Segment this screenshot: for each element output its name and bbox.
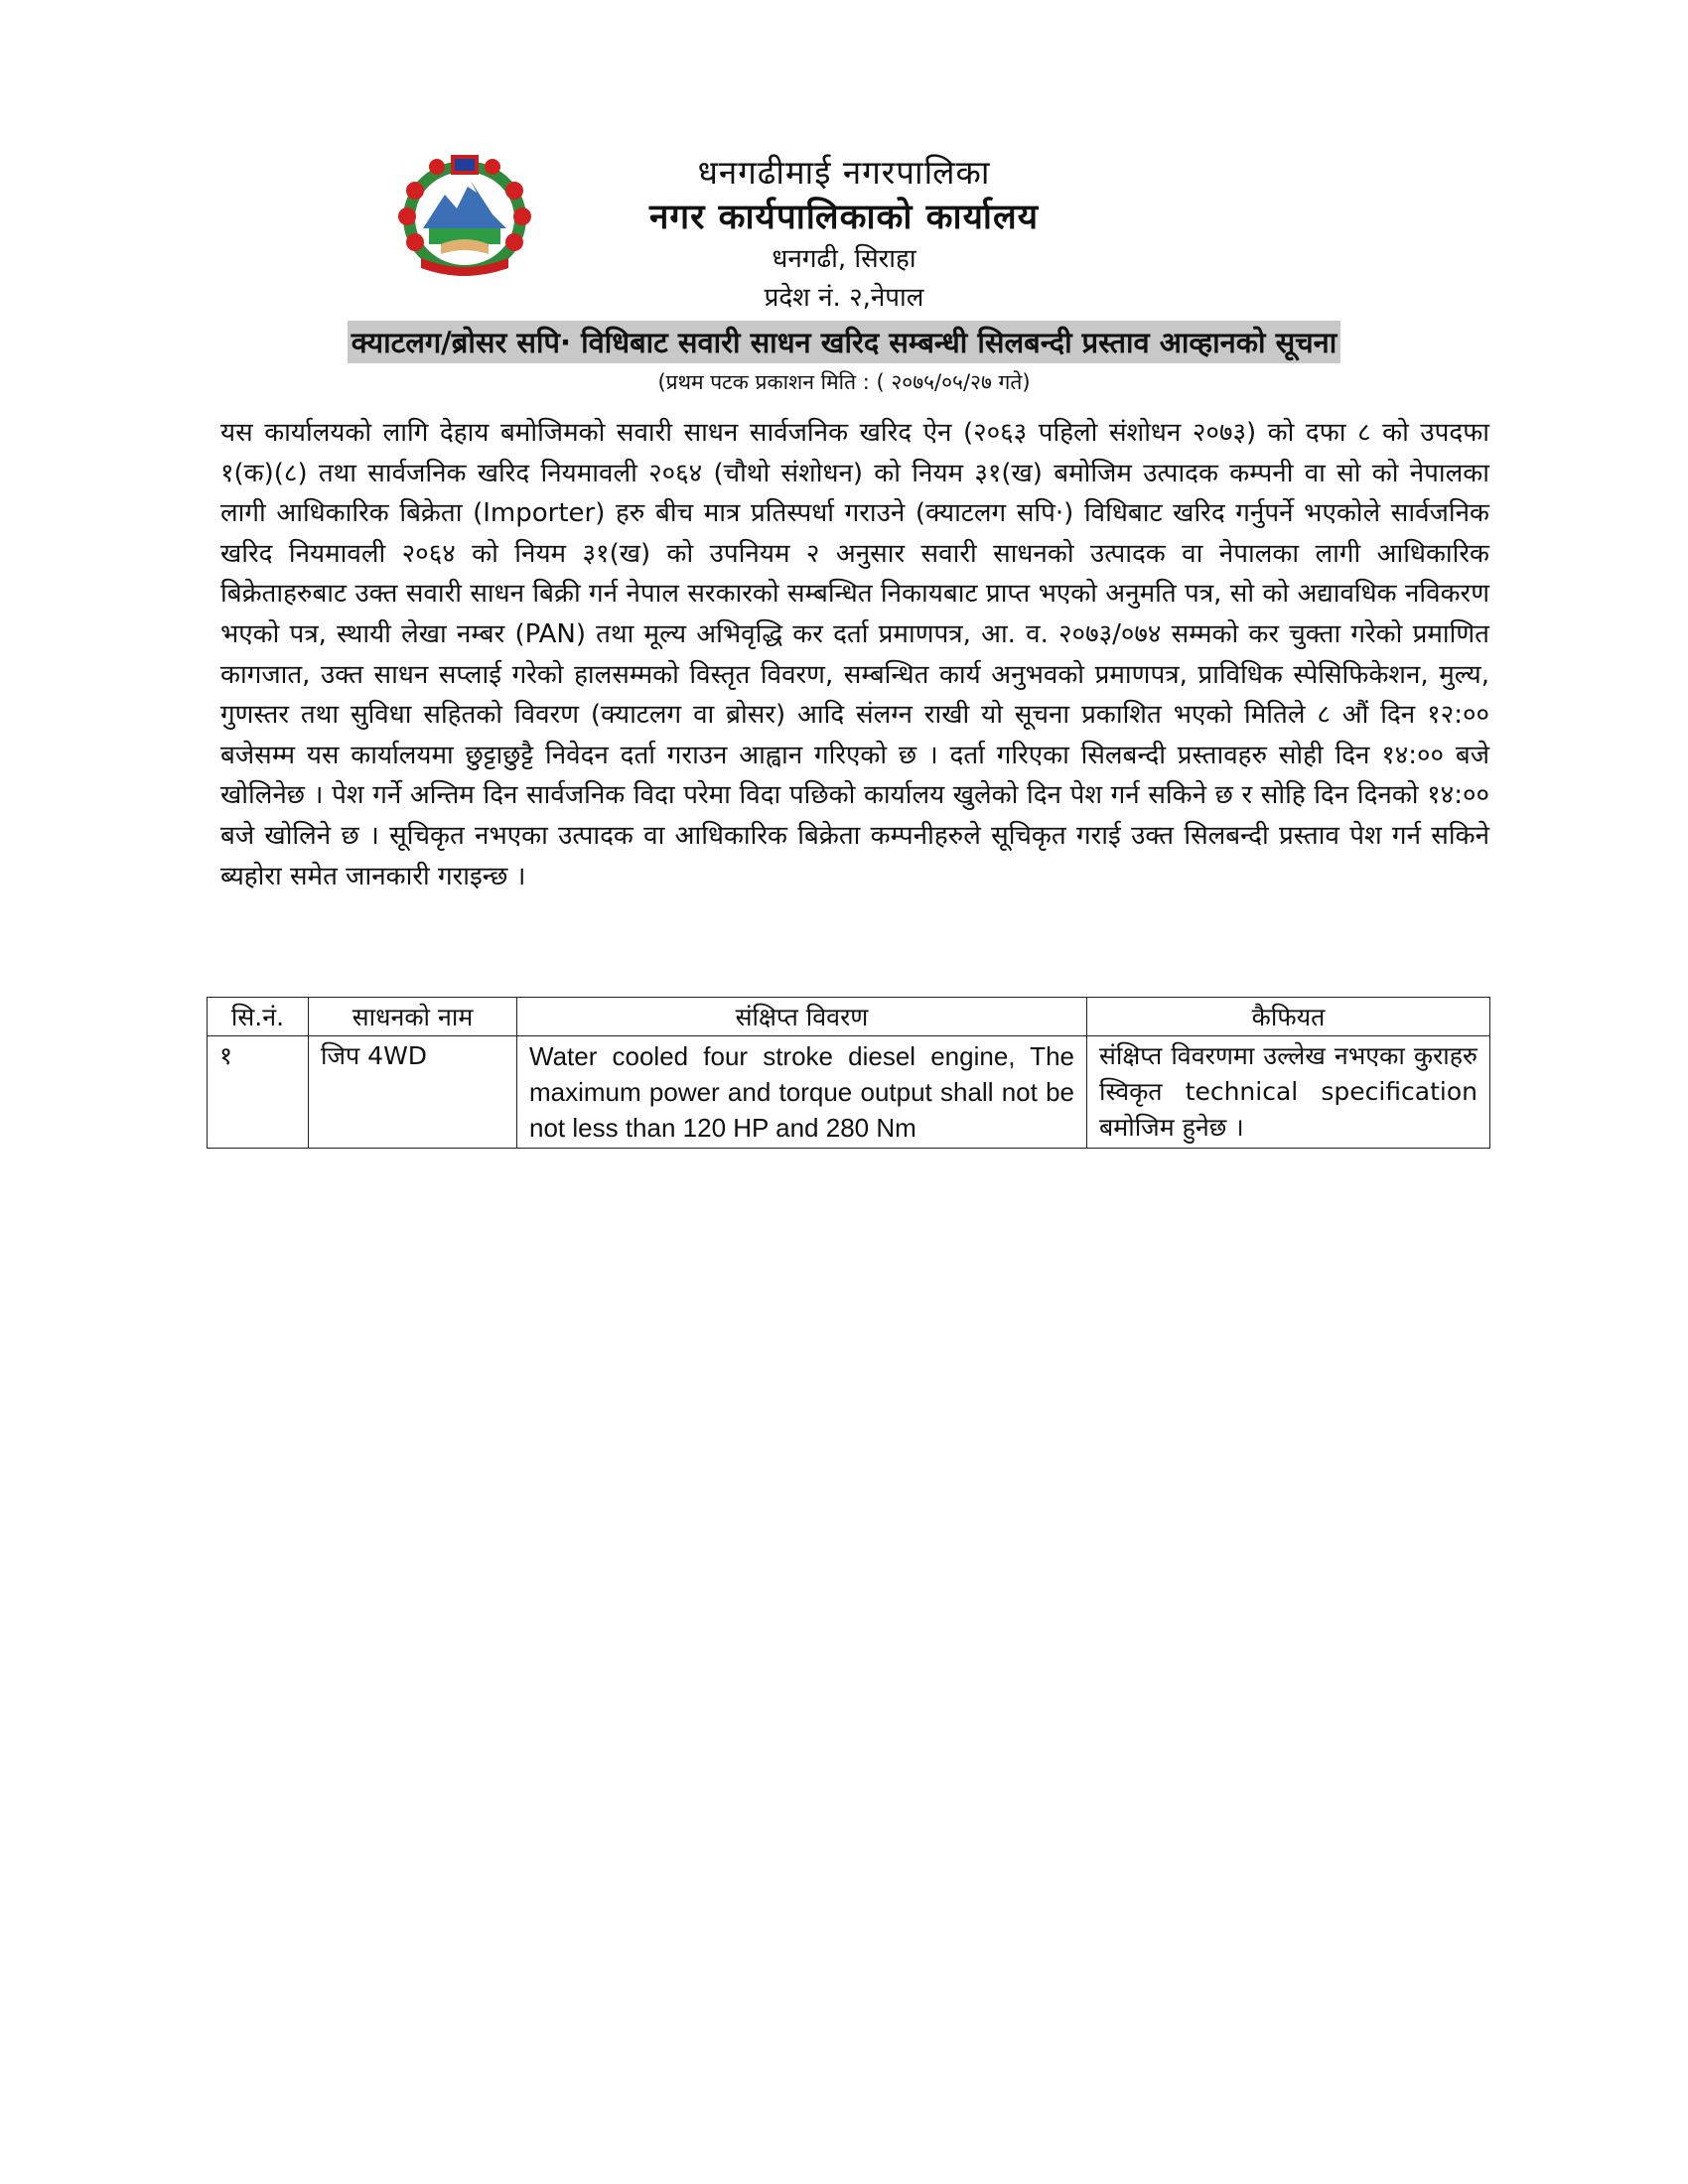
notice-body: यस कार्यालयको लागि देहाय बमोजिमको सवारी साधन सार्वजनिक खरिद ऐन (२०६३ पहिलो संशोधन २०७३) को दफा ८ को उपदफा १(क)(८) तथा सार्वजनिक खरिद नियमावली २०६४ (चौथो संशोधन) को नियम ३१(ख) बमोजिम उत्पादक कम्पनी वा सो को नेपालका लागी आधिकारिक बिक्रेता (Importer) हरु बीच मात्र प्रतिस्पर्धा गराउने (क्याटलग सपि·) विधिबाट खरिद गर्नुपर्ने भएकोले सार्वजनिक खरिद नियमावली २०६४ को नियम ३१(ख) को उपनियम २ अनुसार सवारी साधनको उत्पादक वा नेपालका लागी आधिकारिक बिक्रेताहरुबाट उक्त सवारी साधन बिक्री गर्न नेपाल सरकारको सम्बन्धित निकायबाट प्राप्त भएको अनुमति पत्र, सो को अद्यावधिक नविकरण भएको पत्र, स्थायी लेखा नम्बर (PAN) तथा मूल्य अभिवृद्धि कर दर्ता प्रमाणपत्र, आ. व. २०७३/०७४ सम्मको कर चुक्ता गरेको प्रमाणित कागजात, उक्त साधन सप्लाई गरेको हालसम्मको विस्तृत विवरण, सम्बन्धित कार्य अनुभवको प्रमाणपत्र, प्राविधिक स्पेसिफिकेशन, मुल्य, गुणस्तर तथा सुविधा सहितको विवरण (क्याटलग वा ब्रोसर) आदि संलग्न राखी यो सूचना प्रकाशित भएको मितिले ८ औं दिन १२:०० बजेसम्म यस कार्यालयमा छुट्टाछुट्टै निवेदन दर्ता गराउन आह्वान गरिएको छ । दर्ता गरिएका सिलबन्दी प्रस्तावहरु सोही दिन १४:०० बजे खोलिनेछ । पेश गर्ने अन्तिम दिन सार्वजनिक विदा परेमा विदा पछिको कार्यालय खुलेको दिन पेश गर्न सकिने छ र सोहि दिन दिनको १४:०० बजे खोलिने छ । सूचिकृत नभएका उत्पादक वा आधिकारिक बिक्रेता कम्पनीहरुले सूचिकृत गराई उक्त सिलबन्दी प्रस्ताव पेश गर्न सकिने ब्यहोरा समेत जानकारी गराइन्छ । (220, 418, 1489, 891)
header-name: साधनको नाम (309, 998, 517, 1036)
province-name: प्रदेश नं. २,नेपाल (764, 283, 924, 313)
table-header-row (208, 998, 1490, 1036)
municipality-name: धनगढीमाई नगरपालिका (697, 153, 991, 192)
publication-date: (प्रथम पटक प्रकाशन मिति : ( २०७५/०५/२७ गते) (657, 370, 1031, 394)
office-location: धनगढी, सिराहा (772, 244, 916, 274)
header-serial: सि.नं. (208, 998, 309, 1036)
cell-serial: १ (208, 1036, 309, 1149)
header-description: संक्षिप्त विवरण (517, 998, 1087, 1036)
office-name: नगर कार्यपालिकाको कार्यालय (648, 198, 1040, 237)
table-row (208, 1036, 1490, 1149)
cell-remarks: संक्षिप्त विवरणमा उल्लेख नभएका कुराहरु स्विकृत technical specification बमोजिम हुनेछ । (1087, 1036, 1490, 1149)
notice-title: क्याटलग/ब्रोसर सपि· विधिबाट सवारी साधन खरिद सम्बन्धी सिलबन्दी प्रस्ताव आव्हानको सूचना (348, 321, 1341, 363)
cell-name: जिप 4WD (309, 1036, 517, 1149)
cell-description: Water cooled four stroke diesel engine, The maximum power and torque output shall not be not less than 120 HP and 280 Nm (517, 1036, 1087, 1149)
header-remarks: कैफियत (1087, 998, 1490, 1036)
vehicle-spec-table (207, 997, 1490, 1149)
